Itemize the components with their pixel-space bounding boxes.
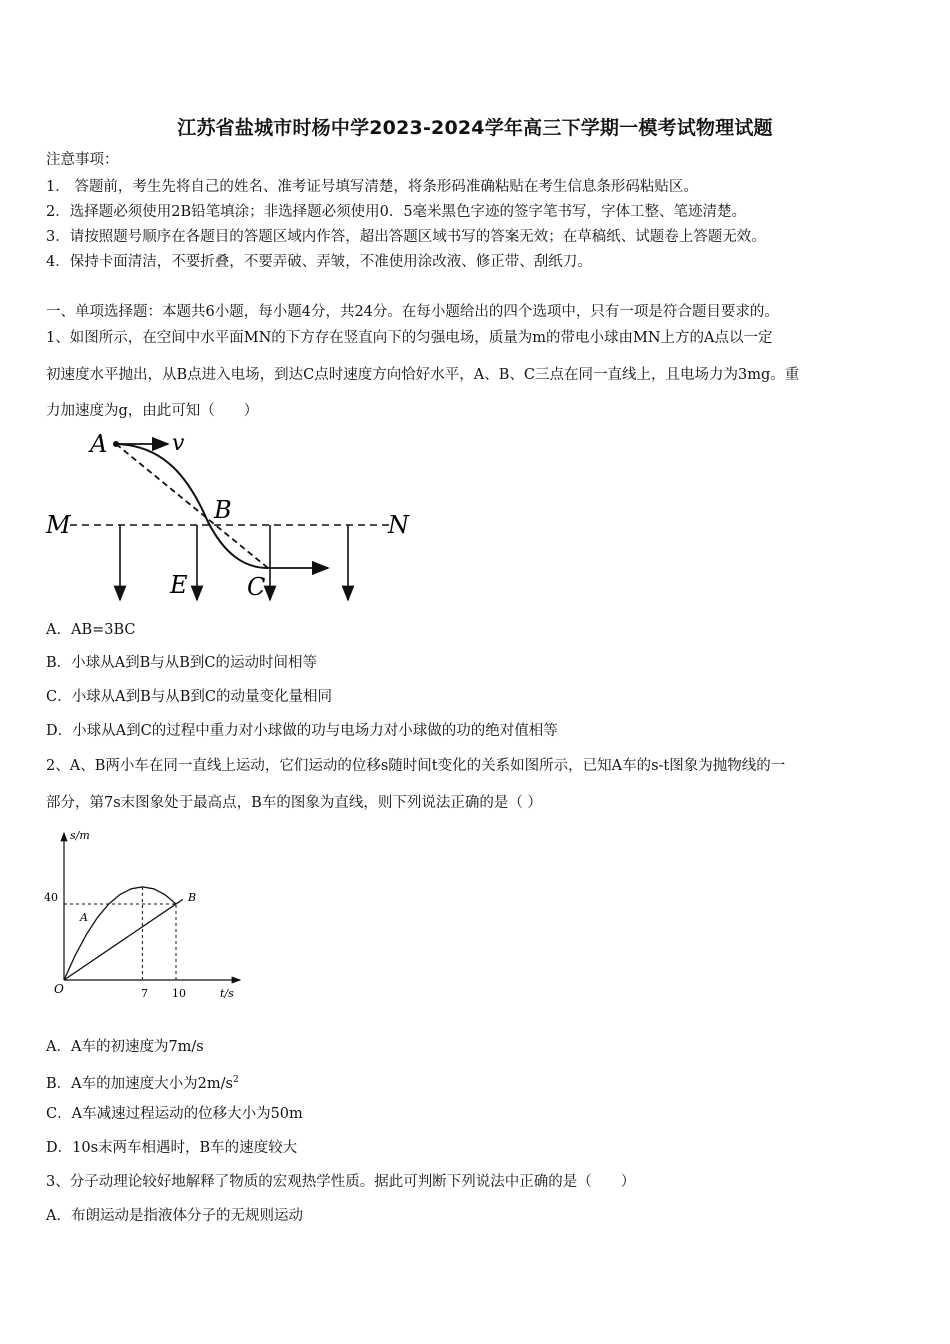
y-axis-label: s/m bbox=[70, 829, 90, 842]
label-m: M bbox=[46, 511, 71, 539]
q2-option-a: A．A车的初速度为7m/s bbox=[46, 1039, 204, 1055]
x-tick-label: 10 bbox=[172, 987, 186, 1000]
q2-option-b bbox=[46, 1070, 239, 1094]
q1-option-d: D．小球从A到C的过程中重力对小球做的功与电场力对小球做的功的绝对值相等 bbox=[46, 723, 558, 739]
series-b-label: B bbox=[188, 891, 197, 904]
x-axis-label: t/s bbox=[220, 987, 234, 1000]
section-1-heading: 一、单项选择题：本题共6小题，每小题4分，共24分。在每小题给出的四个选项中，只有一项是符合题目要求的。 bbox=[46, 304, 779, 320]
q1-stem-line-2: 初速度水平抛出，从B点进入电场，到达C点时速度方向恰好水平，A、B、C三点在同一直线上，且电场力为3mg。重 bbox=[46, 367, 800, 383]
q2-option-d: D．10s末两车相遇时，B车的速度较大 bbox=[46, 1140, 298, 1156]
q1-stem-line-1: 1、如图所示，在空间中水平面MN的下方存在竖直向下的匀强电场，质量为m的带电小球由MN上方的A点以一定 bbox=[46, 330, 773, 346]
label-a: A bbox=[90, 430, 108, 458]
notice-heading: 注意事项： bbox=[46, 152, 119, 168]
q3-stem: 3、分子动理论较好地解释了物质的宏观热学性质。据此可判断下列说法中正确的是（ ） bbox=[46, 1174, 636, 1190]
exam-title: 江苏省盐城市时杨中学2023-2024学年高三下学期一模考试物理试题 bbox=[177, 117, 773, 139]
label-b: B bbox=[214, 496, 232, 524]
q2-st-chart bbox=[40, 825, 250, 1005]
notice-item-2: 2．选择题必须使用2B铅笔填涂；非选择题必须使用0．5毫米黑色字迹的签字笔书写，字体工整、笔迹清楚。 bbox=[46, 204, 747, 220]
q2-stem-line-2: 部分，第7s末图象处于最高点，B车的图象为直线，则下列说法正确的是（ ） bbox=[46, 795, 542, 811]
q1-option-c: C．小球从A到B与从B到C的动量变化量相同 bbox=[46, 689, 332, 705]
label-e: E bbox=[170, 571, 188, 599]
q1-figure bbox=[40, 425, 420, 610]
label-c: C bbox=[247, 573, 266, 601]
point-a-dot bbox=[113, 441, 119, 447]
x-tick-label: 7 bbox=[141, 987, 148, 1000]
series-a-curve bbox=[64, 887, 176, 980]
q1-option-a: A．AB=3BC bbox=[46, 622, 136, 638]
q1-option-b: B．小球从A到B与从B到C的运动时间相等 bbox=[46, 655, 318, 671]
q2-option-c: C．A车减速过程运动的位移大小为50m bbox=[46, 1106, 303, 1122]
q3-option-a: A．布朗运动是指液体分子的无规则运动 bbox=[46, 1208, 303, 1224]
label-v: v bbox=[172, 431, 185, 456]
y-tick-label: 40 bbox=[44, 891, 58, 904]
ball-trajectory bbox=[116, 444, 268, 568]
q1-stem-line-3: 力加速度为g，由此可知（ ） bbox=[46, 403, 259, 419]
label-n: N bbox=[388, 511, 409, 539]
notice-item-1: 1． 答题前，考生先将自己的姓名、准考证号填写清楚，将条形码准确粘贴在考生信息条形码粘贴区。 bbox=[46, 179, 698, 195]
abc-dashed-line bbox=[116, 444, 268, 568]
origin-label: O bbox=[54, 982, 64, 996]
series-a-label: A bbox=[80, 911, 88, 924]
q2-option-b-exponent: 2 bbox=[232, 1075, 239, 1085]
q2-option-b-text: B．A车的加速度大小为2m/s bbox=[46, 1076, 233, 1092]
notice-item-4: 4．保持卡面清洁，不要折叠，不要弄破、弄皱，不准使用涂改液、修正带、刮纸刀。 bbox=[46, 254, 592, 270]
notice-item-3: 3．请按照题号顺序在各题目的答题区域内作答，超出答题区域书写的答案无效；在草稿纸、试题卷上答题无效。 bbox=[46, 229, 766, 245]
q2-stem-line-1: 2、A、B两小车在同一直线上运动，它们运动的位移s随时间t变化的关系如图所示，已知A车的s-t图象为抛物线的一 bbox=[46, 758, 786, 774]
